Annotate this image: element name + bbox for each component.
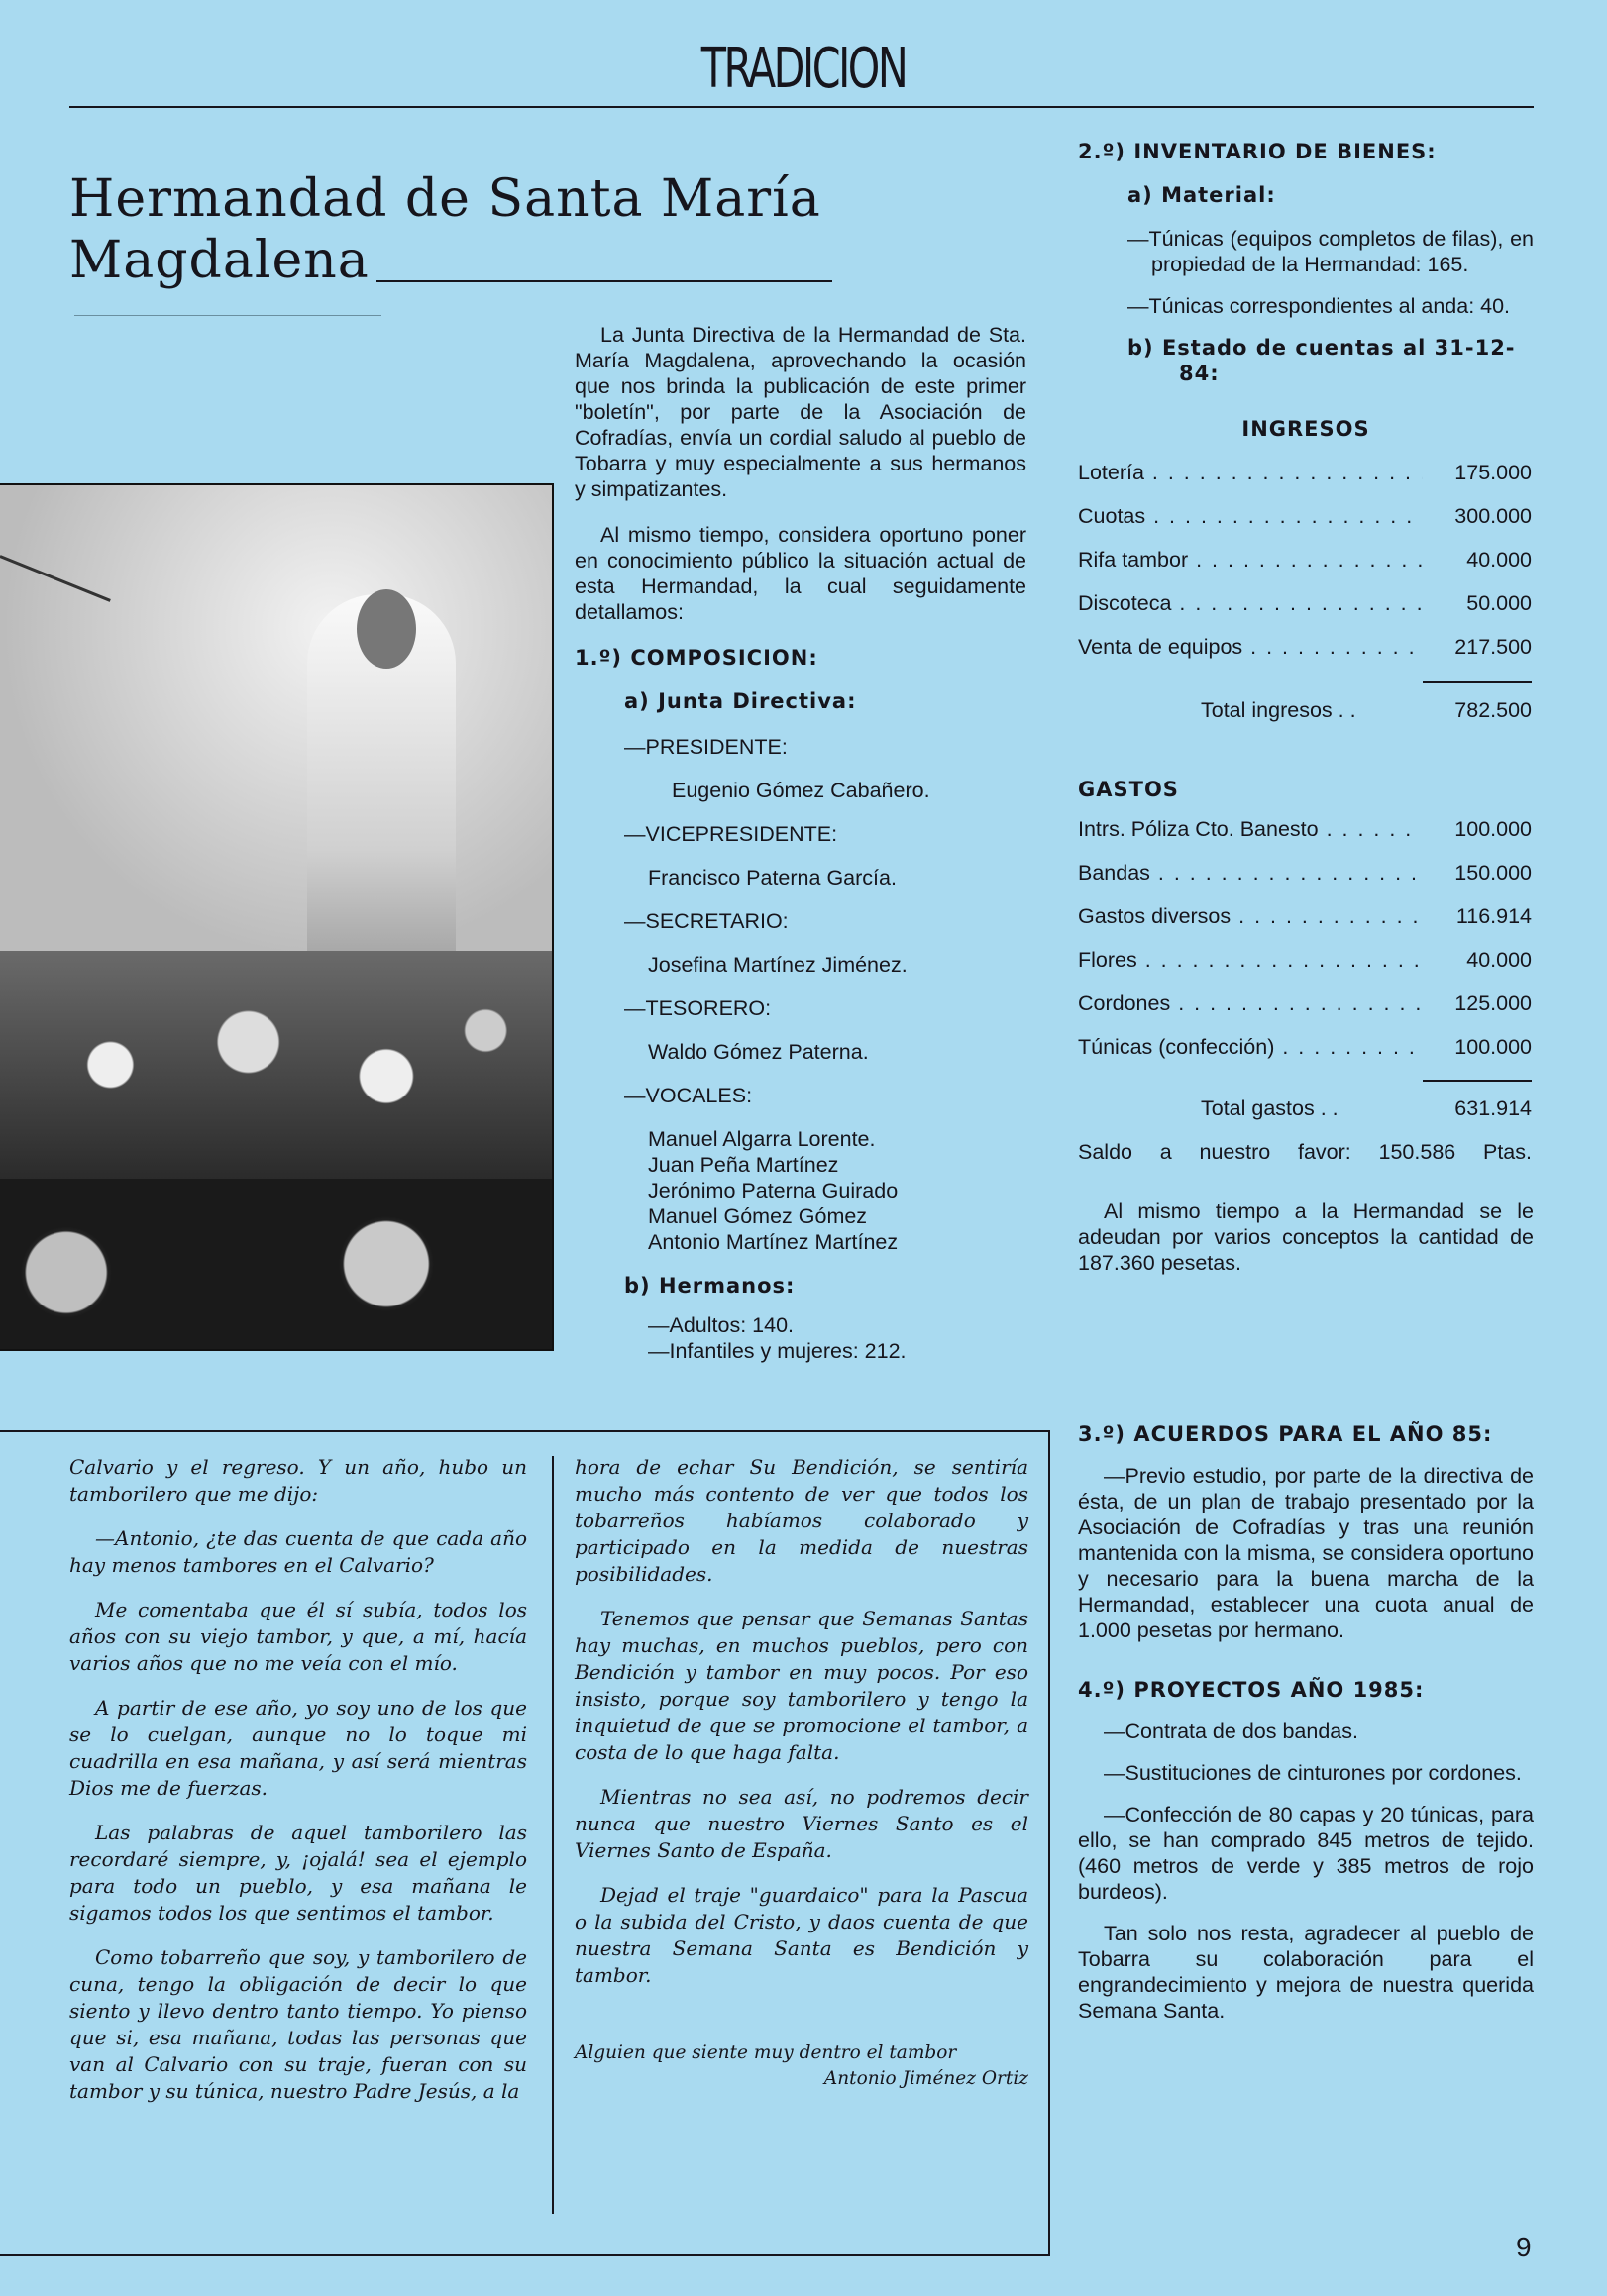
letter-paragraph: hora de echar Su Bendición, se sentiría mucho más contento de ver que todos los tobarreños habíamos colaborado y participado en la medida de nuestras posibilidades. — [575, 1455, 1028, 1586]
article-title — [69, 168, 852, 291]
intro-paragraph: La Junta Directiva de la Hermandad de Sta. María Magdalena, aprovechando la ocasión que nos brinda la publicación de este primer "boletín", por parte de la Asociación de Cofradías, envía un cordial saludo al pueblo de Tobarra y muy especialmente a sus hermanos y simpatizantes. — [575, 323, 1026, 501]
ledger-label: Discoteca . . . — [1078, 590, 1423, 616]
hermanos-adultos: —Adultos: 140. — [648, 1313, 795, 1337]
name-vicepresident: Francisco Paterna García. — [648, 866, 897, 889]
total-ingresos-row — [1078, 697, 1532, 723]
letter-paragraph: Calvario y el regreso. Y un año, hubo un tamborilero que me dijo: — [69, 1455, 527, 1506]
ledger-row — [1078, 816, 1532, 860]
signature-line-1: Alguien que siente muy dentro el tambor — [575, 2042, 957, 2063]
total-ingresos-label: Total ingresos . . — [1201, 698, 1356, 722]
ledger-label: Lotería . . . — [1078, 460, 1423, 485]
ingresos-heading: INGRESOS — [1241, 417, 1370, 441]
junta-heading: a) Junta Directiva: — [624, 689, 857, 713]
name-vocal: Antonio Martínez Martínez — [648, 1230, 899, 1254]
gastos-heading: GASTOS — [1078, 778, 1179, 801]
ledger-label: Rifa tambor . . . — [1078, 547, 1423, 573]
masthead-rule — [69, 106, 1534, 108]
right-column-lower — [1078, 1421, 1534, 2043]
name-vocal: Juan Peña Martínez — [648, 1153, 839, 1177]
letter-paragraph: Las palabras de aquel tamborilero las recordaré siempre, y, ¡ojalá! sea el ejemplo para todo un pueblo, y esa mañana le sigamos todos los que sentimos el tambor. — [69, 1821, 527, 1925]
letter-column-divider — [552, 1456, 554, 2214]
name-vocal: Jerónimo Paterna Guirado — [648, 1179, 899, 1202]
role-president: —PRESIDENTE: — [624, 735, 788, 759]
ledger-row — [1078, 903, 1532, 947]
ledger-label: Bandas . . . — [1078, 860, 1423, 886]
ledger-amount: 100.000 — [1454, 1035, 1532, 1059]
title-underline — [376, 280, 832, 282]
composicion-heading: 1.º) COMPOSICION: — [575, 646, 818, 670]
material-heading: a) Material: — [1127, 183, 1276, 207]
total-ingresos-amount: 782.500 — [1454, 698, 1532, 722]
ledger-row — [1078, 860, 1532, 903]
letter-left-column — [69, 1454, 527, 2123]
ledger-amount: 150.000 — [1454, 861, 1532, 885]
name-vocal: Manuel Algarra Lorente. — [648, 1127, 876, 1151]
ledger-amount: 175.000 — [1454, 461, 1532, 484]
proyecto-item: —Sustituciones de cinturones por cordones. — [1104, 1761, 1522, 1785]
letter-paragraph: Tenemos que pensar que Semanas Santas hay muchas, en muchos pueblos, pero con Bendición y tambor en muy pocos. Por eso insisto, porque soy tamborilero y tengo la inquietud de que se promocione el tambor, a costa de lo que haga falta. — [575, 1607, 1028, 1764]
acuerdos-heading: 3.º) ACUERDOS PARA EL AÑO 85: — [1078, 1422, 1493, 1446]
title-line-2: Magdalena — [69, 231, 370, 290]
name-president: Eugenio Gómez Cabañero. — [672, 779, 930, 802]
right-column — [1078, 139, 1534, 1296]
ledger-amount: 300.000 — [1454, 504, 1532, 528]
ledger-amount: 217.500 — [1454, 635, 1532, 659]
proyecto-item: —Contrata de dos bandas. — [1104, 1720, 1358, 1743]
signature-line-2: Antonio Jiménez Ortiz — [823, 2068, 1028, 2089]
name-vocal: Manuel Gómez Gómez — [648, 1204, 868, 1228]
ledger-row — [1078, 503, 1532, 547]
ledger-label: Túnicas (confección) . . . — [1078, 1034, 1423, 1060]
ingresos-ledger — [1078, 460, 1532, 723]
letter-paragraph: —Antonio, ¿te das cuenta de que cada año hay menos tambores en el Calvario? — [69, 1526, 527, 1577]
ledger-row — [1078, 547, 1532, 590]
role-treasurer: —TESORERO: — [624, 996, 772, 1020]
ledger-label: Intrs. Póliza Cto. Banesto . . . — [1078, 816, 1423, 842]
ledger-label: Gastos diversos . . . — [1078, 903, 1423, 929]
name-secretary: Josefina Martínez Jiménez. — [648, 953, 908, 977]
ledger-label: Cuotas . . . — [1078, 503, 1423, 529]
ledger-label: Flores . . . — [1078, 947, 1423, 973]
material-item: —Túnicas (equipos completos de filas), en propiedad de la Hermandad: 165. — [1127, 227, 1534, 276]
ledger-row — [1078, 1034, 1532, 1078]
total-gastos-row — [1078, 1096, 1532, 1121]
role-vicepresident: —VICEPRESIDENTE: — [624, 822, 838, 846]
page-number: 9 — [1516, 2232, 1532, 2262]
title-line-1: Hermandad de Santa María — [69, 169, 821, 229]
role-secretary: —SECRETARIO: — [624, 909, 789, 933]
proyectos-heading: 4.º) PROYECTOS AÑO 1985: — [1078, 1678, 1425, 1702]
total-gastos-amount: 631.914 — [1454, 1096, 1532, 1120]
saldo-line: Saldo a nuestro favor: 150.586 Ptas. — [1078, 1140, 1532, 1164]
ledger-label: Venta de equipos . . . — [1078, 634, 1423, 660]
ledger-row — [1078, 991, 1532, 1034]
letter-signature — [575, 2040, 1028, 2092]
acuerdos-text: —Previo estudio, por parte de la directiva de ésta, de un plan de trabajo presentado por la Asociación de Cofradías y tras una reunión mantenida con la misma, se considera oportuno y necesario para la buena marcha de la Hermandad, establecer una cuota anual de 1.000 pesetas por hermano. — [1078, 1464, 1534, 1642]
ledger-row — [1078, 634, 1532, 678]
procession-photo — [0, 483, 554, 1351]
gastos-ledger — [1078, 816, 1532, 1165]
letter-paragraph: Como tobarreño que soy, y tamborilero de cuna, tengo la obligación de decir lo que siento y llevo dentro tanto tiempo. Yo pienso que si, esa mañana, todas las personas que van al Calvario con su traje, fueran con su tambor y su túnica, nuestro Padre Jesús, a la — [69, 1945, 527, 2103]
ledger-row — [1078, 590, 1532, 634]
intro-paragraph: Al mismo tiempo, considera oportuno poner en conocimiento público la situación actual de esta Hermandad, la cual seguidamente detallamos: — [575, 523, 1026, 624]
letter-right-column — [575, 1454, 1028, 2092]
flower-float — [0, 951, 552, 1179]
adeudan-paragraph: Al mismo tiempo a la Hermandad se le adeudan por varios conceptos la cantidad de 187.360 pesetas. — [1078, 1200, 1534, 1275]
title-faint-rule — [74, 315, 381, 316]
letter-paragraph: Me comentaba que él sí subía, todos los años con su viejo tambor, y que, a mí, hacía varios años que no me veía con el mío. — [69, 1598, 527, 1675]
name-treasurer: Waldo Gómez Paterna. — [648, 1040, 869, 1064]
hermanos-infantiles: —Infantiles y mujeres: 212. — [648, 1339, 907, 1363]
ledger-amount: 50.000 — [1466, 591, 1532, 615]
ledger-row — [1078, 947, 1532, 991]
ledger-amount: 40.000 — [1466, 948, 1532, 972]
ledger-amount: 125.000 — [1454, 991, 1532, 1015]
ledger-row — [1078, 460, 1532, 503]
middle-column — [575, 322, 1026, 1364]
total-gastos-label: Total gastos . . — [1201, 1096, 1339, 1120]
inventario-heading: 2.º) INVENTARIO DE BIENES: — [1078, 140, 1437, 163]
ledger-label: Cordones . . . — [1078, 991, 1423, 1016]
closing-paragraph: Tan solo nos resta, agradecer al pueblo de Tobarra su colaboración para el engrandecimiento y mejora de nuestra querida Semana Santa. — [1078, 1922, 1534, 2023]
ledger-amount: 100.000 — [1454, 817, 1532, 841]
role-vocales: —VOCALES: — [624, 1084, 753, 1107]
letter-paragraph: Dejad el traje "guardaico" para la Pascua o la subida del Cristo, y daos cuenta de que nuestra Semana Santa es Bendición y tambor. — [575, 1883, 1028, 1987]
estado-heading: b) Estado de cuentas al 31-12-84: — [1127, 336, 1516, 385]
crowd — [0, 1179, 552, 1349]
letter-paragraph: A partir de ese año, yo soy uno de los que se lo cuelgan, aunque no lo toque mi cuadrilla en esa mañana, y así será mientras Dios me de fuerzas. — [69, 1696, 527, 1800]
letter-paragraph: Mientras no sea así, no podremos decir nunca que nuestro Viernes Santo es el Viernes Santo de España. — [575, 1785, 1028, 1862]
total-rule — [1423, 681, 1532, 683]
total-rule — [1423, 1080, 1532, 1082]
proyecto-item: —Confección de 80 capas y 20 túnicas, para ello, se han comprado 845 metros de tejido. (460 metros de verde y 385 metros de rojo burdeos). — [1078, 1803, 1534, 1904]
hermanos-heading: b) Hermanos: — [624, 1274, 796, 1298]
material-item: —Túnicas correspondientes al anda: 40. — [1127, 294, 1511, 318]
ledger-amount: 40.000 — [1466, 548, 1532, 572]
masthead: TRADICION — [700, 37, 907, 101]
ledger-amount: 116.914 — [1455, 904, 1532, 928]
